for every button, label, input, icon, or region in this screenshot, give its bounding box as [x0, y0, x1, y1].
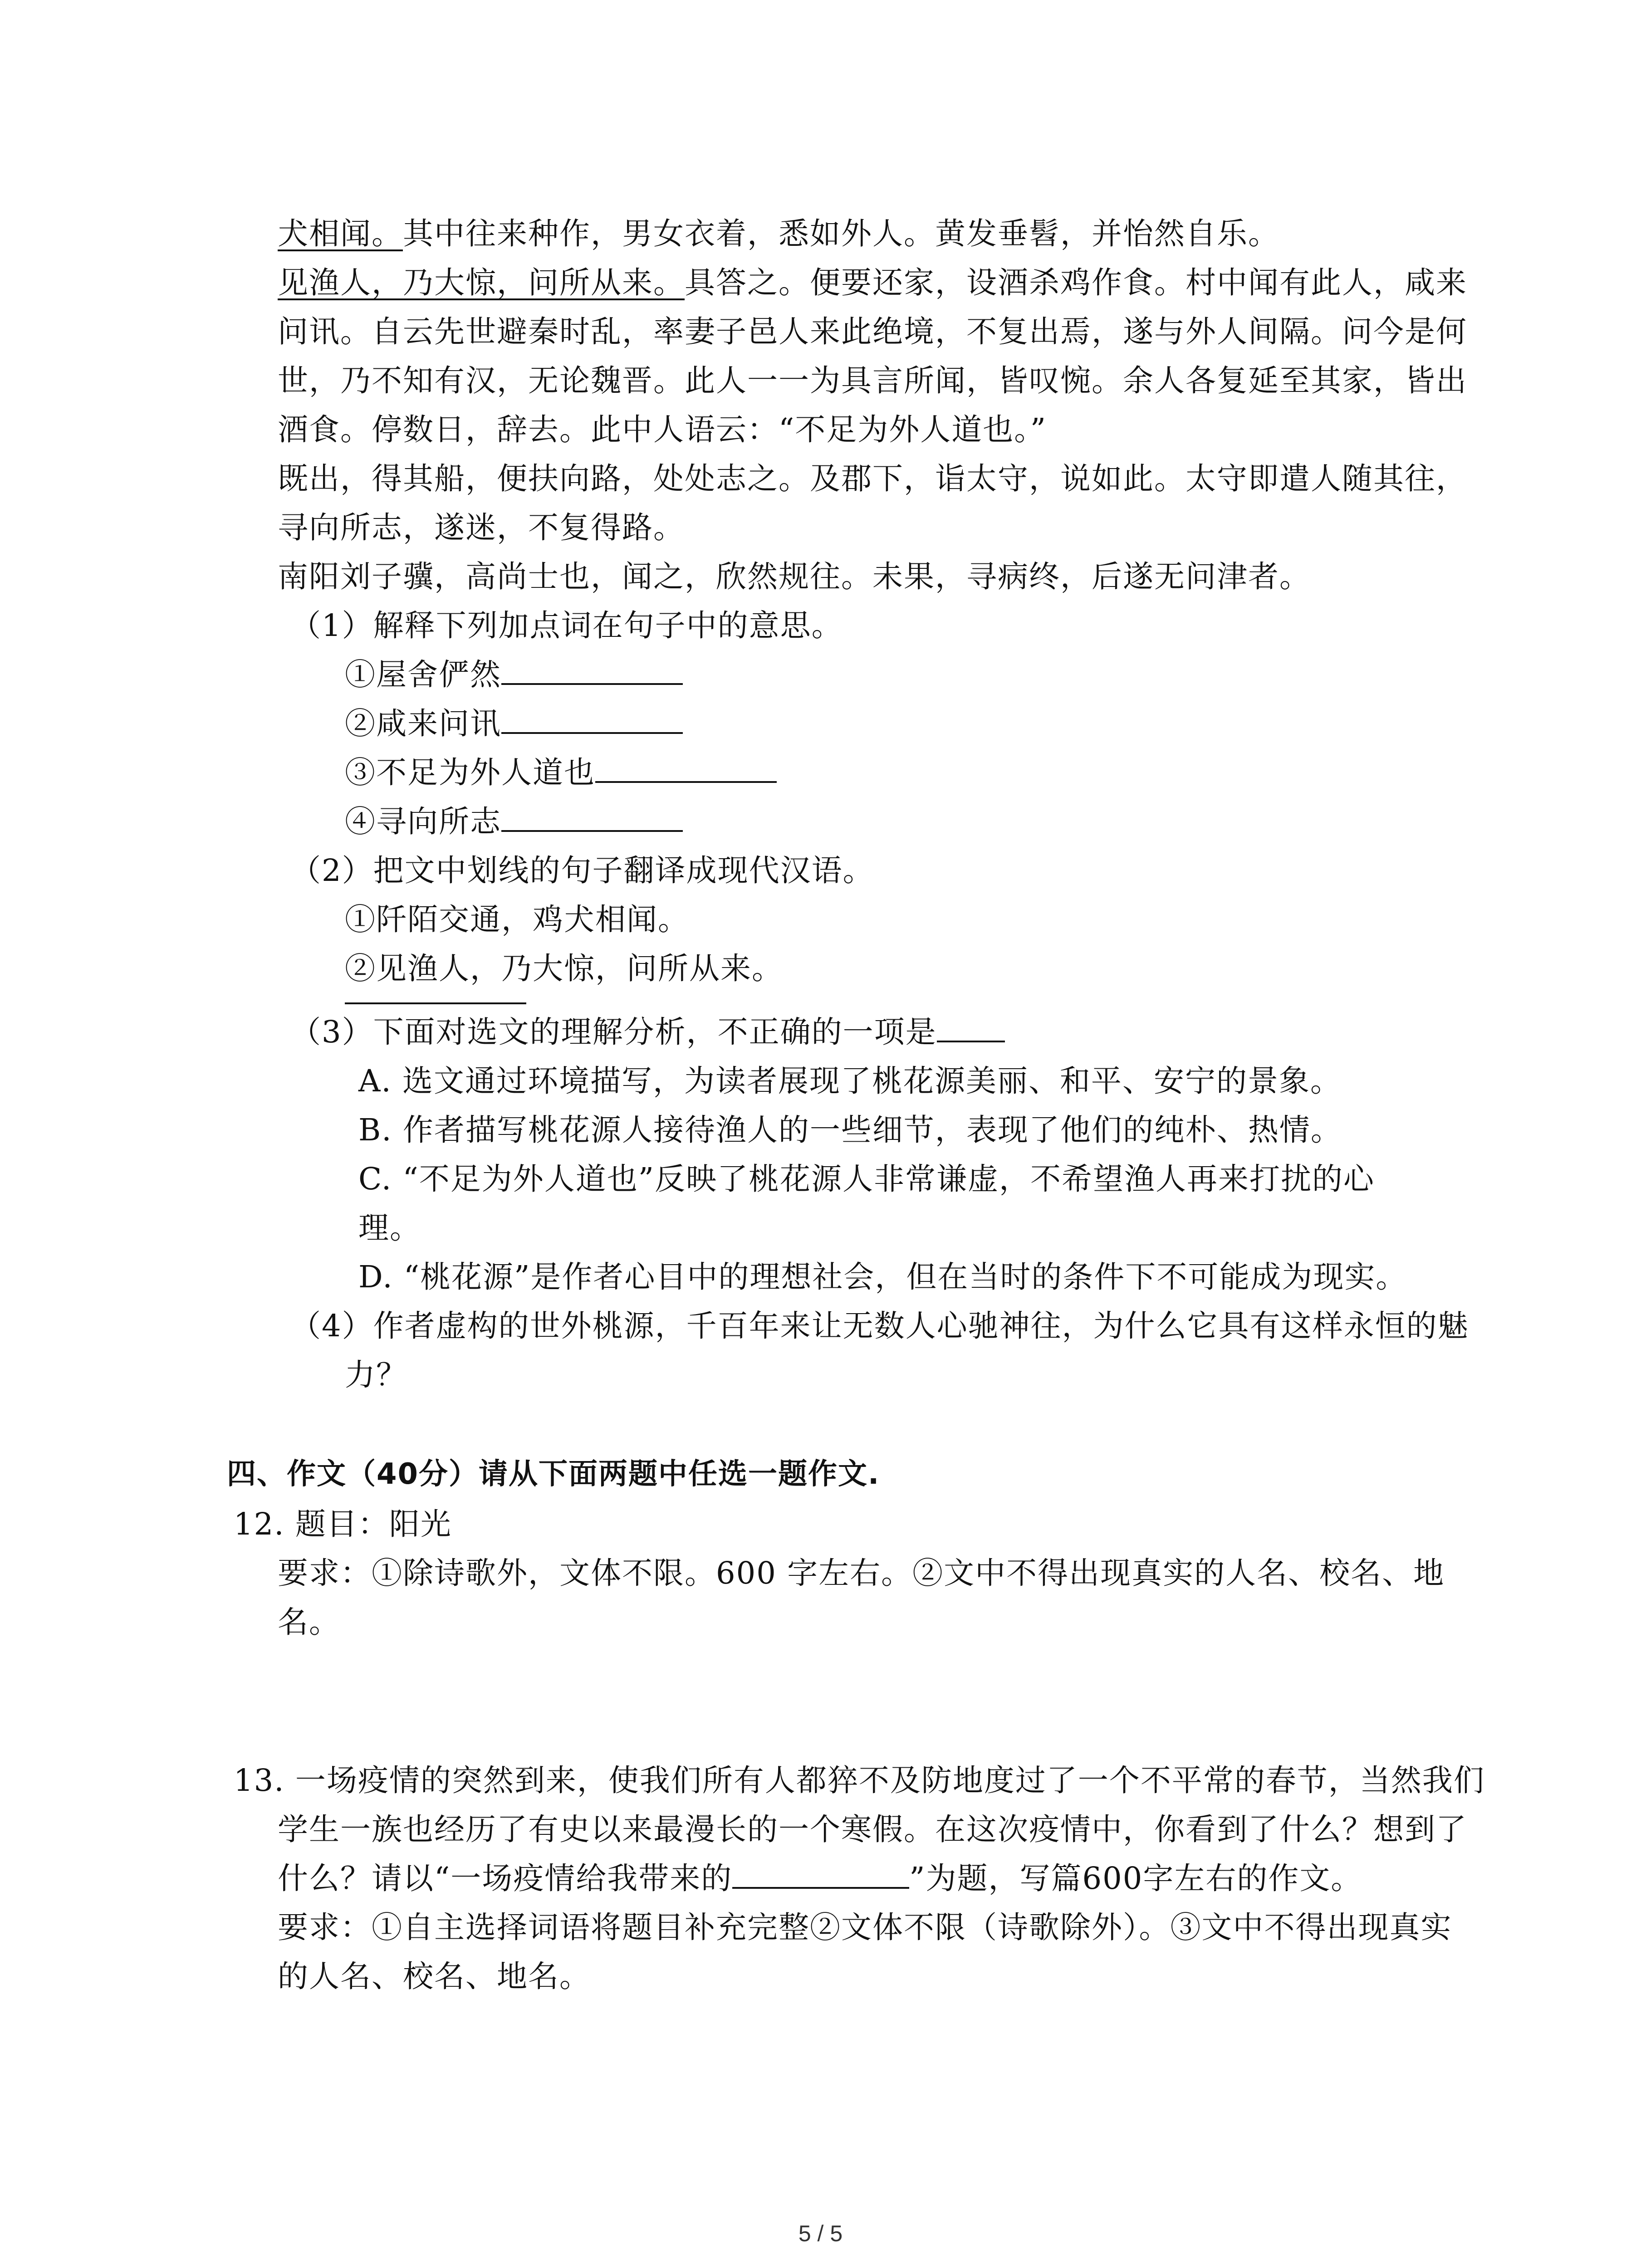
question-1-item-4: ④寻向所志 — [345, 797, 683, 846]
section-heading: 四、作文（40分）请从下面两题中任选一题作文. — [227, 1457, 880, 1491]
question-1-item-2: ②咸来问讯 — [345, 699, 683, 748]
question-2-stem: （2）把文中划线的句子翻译成现代汉语。 — [290, 853, 874, 888]
option-c-cont: 理。 — [358, 1210, 421, 1246]
answer-line[interactable] — [345, 1002, 526, 1004]
option-d: D. “桃花源”是作者心目中的理想社会，但在当时的条件下不可能成为现实。 — [358, 1259, 1407, 1295]
question-13-line-3: 什么？请以“一场疫情给我带来的 ”为题，写篇600字左右的作文。 — [278, 1853, 1362, 1903]
title-blank[interactable] — [732, 1859, 909, 1889]
question-13-requirements-cont: 的人名、校名、地名。 — [278, 1959, 591, 1994]
page-number: 5 / 5 — [798, 2221, 843, 2246]
question-1-item-3: ③不足为外人道也 — [345, 748, 777, 797]
answer-blank[interactable] — [501, 704, 683, 734]
question-4-line-1: （4）作者虚构的世外桃源，千百年来让无数人心驰神往，为什么它具有这样永恒的魅 — [290, 1308, 1469, 1344]
question-12-requirements-cont: 名。 — [278, 1604, 340, 1640]
question-3-stem: （3）下面对选文的理解分析，不正确的一项是 — [290, 1007, 1005, 1057]
passage-line-4: 世，乃不知有汉，无论魏晋。此人一一为具言所闻，皆叹惋。余人各复延至其家，皆出 — [278, 363, 1467, 398]
underlined-sentence-1: 犬相闻。 — [278, 216, 403, 251]
question-1-stem: （1）解释下列加点词在句子中的意思。 — [290, 608, 843, 643]
question-13-line-2: 学生一族也经历了有史以来最漫长的一个寒假。在这次疫情中，你看到了什么？想到了 — [278, 1812, 1467, 1847]
answer-blank[interactable] — [595, 753, 777, 783]
question-2-item-2: ②见渔人，乃大惊，问所从来。 — [345, 951, 783, 986]
option-b: B. 作者描写桃花源人接待渔人的一些细节，表现了他们的纯朴、热情。 — [358, 1112, 1342, 1148]
question-13-line-1: 13. 一场疫情的突然到来，使我们所有人都猝不及防地度过了一个不平常的春节，当然我们 — [234, 1763, 1485, 1798]
passage-line-7: 寻向所志，遂迷，不复得路。 — [278, 510, 685, 545]
question-12-title: 12. 题目：阳光 — [234, 1506, 452, 1542]
question-2-item-1: ①阡陌交通，鸡犬相闻。 — [345, 902, 689, 937]
answer-blank[interactable] — [937, 1012, 1005, 1042]
option-c: C. “不足为外人道也”反映了桃花源人非常谦虚，不希望渔人再来打扰的心 — [358, 1161, 1375, 1197]
question-4-line-2: 力？ — [345, 1357, 407, 1393]
question-1-item-1: ①屋舍俨然 — [345, 650, 683, 699]
underlined-sentence-2: 见渔人，乃大惊，问所从来。 — [278, 265, 685, 300]
passage-line-6: 既出，得其船，便扶向路，处处志之。及郡下，诣太守，说如此。太守即遣人随其往， — [278, 461, 1467, 496]
passage-line-3: 问讯。自云先世避秦时乱，率妻子邑人来此绝境，不复出焉，遂与外人间隔。问今是何 — [278, 314, 1467, 349]
passage-line-1: 犬相闻。其中往来种作，男女衣着，悉如外人。黄发垂髫，并怡然自乐。 — [278, 216, 1279, 251]
answer-blank[interactable] — [501, 655, 683, 685]
question-13-requirements: 要求：①自主选择词语将题目补充完整②文体不限（诗歌除外）。③文中不得出现真实 — [278, 1910, 1452, 1945]
passage-line-5: 酒食。停数日，辞去。此中人语云：“不足为外人道也。” — [278, 412, 1047, 447]
question-12-requirements: 要求：①除诗歌外，文体不限。600 字左右。②文中不得出现真实的人名、校名、地 — [278, 1555, 1445, 1591]
answer-blank[interactable] — [501, 802, 683, 832]
option-a: A. 选文通过环境描写，为读者展现了桃花源美丽、和平、安宁的景象。 — [358, 1063, 1342, 1099]
passage-line-2: 见渔人，乃大惊，问所从来。具答之。便要还家，设酒杀鸡作食。村中闻有此人，咸来 — [278, 265, 1467, 300]
passage-line-8: 南阳刘子骥，高尚士也，闻之，欣然规往。未果，寻病终，后遂无问津者。 — [278, 559, 1311, 594]
